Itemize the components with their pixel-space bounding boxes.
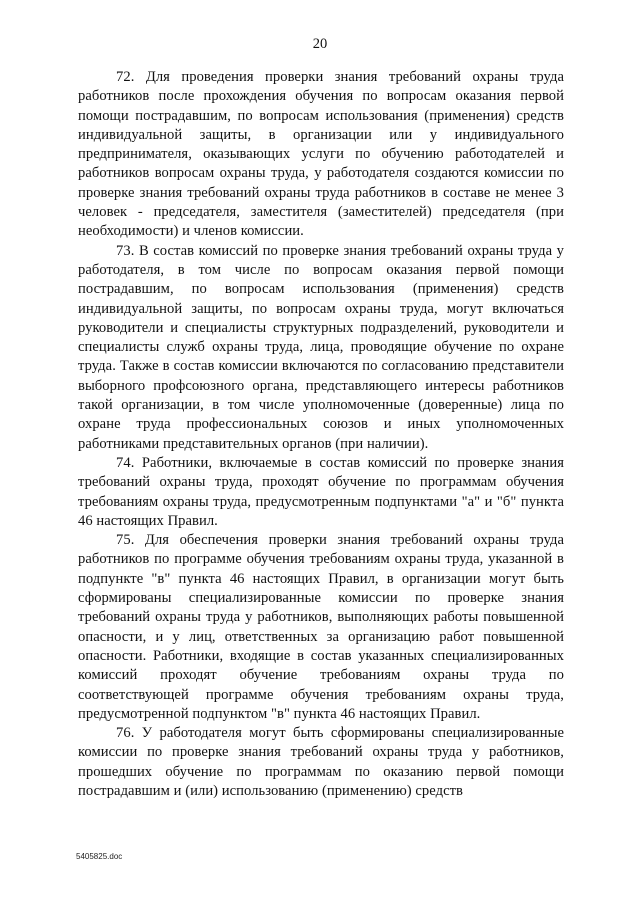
page-number: 20	[312, 36, 328, 52]
footer-file-name: 5405825.doc	[76, 852, 123, 861]
paragraph-76: 76. У работодателя могут быть сформированы специализированные комиссии по проверке знания требований охраны труда у работников, прошедших обучение по программам по оказанию первой помощи пострадавшим и (или) использованию (применению) средств	[78, 725, 564, 799]
document-body	[78, 68, 564, 801]
paragraph-72: 72. Для проведения проверки знания требований охраны труда работников после прохождения обучения по вопросам оказания первой помощи пострадавшим, по вопросам использования (применения) средств индивидуальной защиты, в организации или у индивидуального предпринимателя, оказывающих услуги по обучению работодателей и работников вопросам охраны труда, у работодателя создаются комиссии по проверке знания требований охраны труда работников в составе не менее 3 человек - председателя, заместителя (заместителей) председателя (при необходимости) и членов комиссии.	[78, 69, 564, 240]
paragraph-73: 73. В состав комиссий по проверке знания требований охраны труда у работодателя, в том числе по вопросам оказания первой помощи пострадавшим, по вопросам использования (применения) средств индивидуальной защиты, по вопросам охраны труда, могут включаться руководители и специалисты структурных подразделений, руководители и специалисты служб охраны труда, лица, проводящие обучение по охране труда. Также в состав комиссии включаются по согласованию представители выборного профсоюзного органа, представляющего интересы работников такой организации, в том числе уполномоченные (доверенные) лица по охране труда профессиональных союзов и иных уполномоченных работниками представительных органов (при наличии).	[78, 242, 564, 452]
paragraph-75: 75. Для обеспечения проверки знания требований охраны труда работников по программе обучения требованиям охраны труда, указанной в подпункте "в" пункта 46 настоящих Правил, в организации могут быть сформированы специализированные комиссии по проверке знания требований охраны труда у работников, выполняющих работы повышенной опасности, и у лиц, ответственных за организацию работ повышенной опасности. Работники, входящие в состав указанных специализированных комиссий проходят обучение требованиям охраны труда по соответствующей программе обучения требованиям охраны труда, предусмотренной подпунктом "в" пункта 46 настоящих Правил.	[78, 532, 564, 722]
paragraph-74: 74. Работники, включаемые в состав комиссий по проверке знания требований охраны труда, проходят обучение по программам обучения требованиям охраны труда, предусмотренным подпунктами "а" и "б" пункта 46 настоящих Правил.	[78, 454, 564, 529]
